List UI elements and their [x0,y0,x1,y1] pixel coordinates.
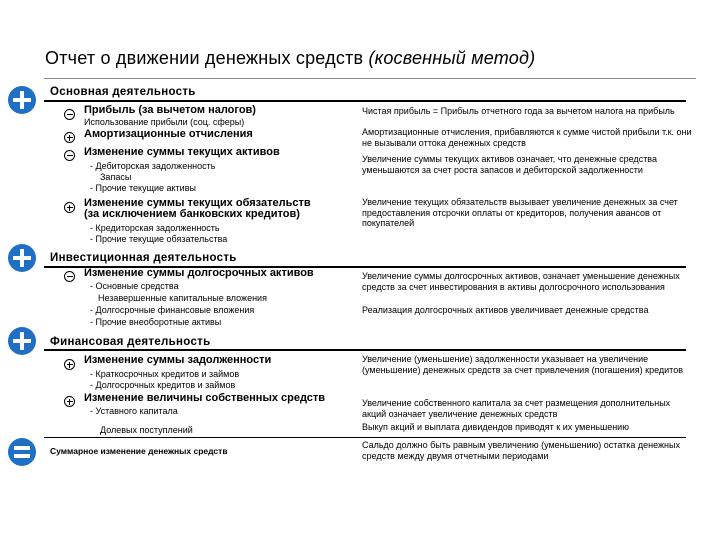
equity-label: Изменение величины собственных средств [84,392,326,404]
investing-heading: Инвестиционная деятельность [50,252,237,264]
debt-label: Изменение суммы задолженности [84,354,272,366]
list-item: - Прочие текущие обязательства [90,234,228,244]
list-item: - Долгосрочных кредитов и займов [90,380,236,390]
minus-circle-icon [64,109,75,120]
list-item: Долевых поступлений [100,425,193,435]
title-divider [44,78,696,79]
debt-desc: Увеличение (уменьшение) задолженности указывает на увеличение (уменьшение) денежных средств за счет привлечения (погашения) кредитов [362,354,683,375]
minus-circle-icon [64,271,75,282]
list-item: - Прочие внеоборотные активы [90,317,222,327]
section-divider [44,100,686,102]
current-liabilities-label-2: (за исключением банковских кредитов) [84,208,300,220]
operating-heading: Основная деятельность [50,86,196,98]
plus-icon [8,244,36,272]
plus-circle-icon [64,359,75,370]
current-assets-label: Изменение суммы текущих активов [84,146,280,158]
list-item: - Краткосрочных кредитов и займов [90,369,240,379]
profit-label: Прибыль (за вычетом налогов) [84,104,256,116]
profit-sub: Использование прибыли (соц. сферы) [84,117,245,127]
title-main: Отчет о движении денежных средств [45,48,364,68]
summary-label: Суммарное изменение денежных средств [50,446,228,456]
current-assets-desc: Увеличение суммы текущих активов означает, что денежные средства уменьшаются за счет роста запасов и дебиторской задолженности [362,154,657,175]
section-divider [44,349,686,351]
plus-icon [8,327,36,355]
list-item: - Дебиторская задолженность [90,161,216,171]
list-item: - Долгосрочные финансовые вложения [90,305,255,315]
noncurrent-label: Изменение суммы долгосрочных активов [84,267,314,279]
amortization-desc: Амортизационные отчисления, прибавляются к сумме чистой прибыли т.к. они не вызывали оттока денежных средств [362,127,692,148]
title-method: (косвенный метод) [368,48,536,68]
noncurrent-desc: Увеличение суммы долгосрочных активов, означает уменьшение денежных средств за счет инвестирования в активы долгосрочного использования [362,271,680,292]
list-item: Незавершенные капитальные вложения [98,293,267,303]
equals-icon [8,438,36,466]
section-divider [44,437,686,438]
page-title [45,48,535,69]
minus-circle-icon [64,150,75,161]
plus-circle-icon [64,132,75,143]
equity-desc: Увеличение собственного капитала за счет размещения дополнительных акций означает увеличение денежных средств [362,398,671,419]
summary-desc: Сальдо должно быть равным увеличению (уменьшению) остатка денежных средств между двумя отчетными периодами [362,440,680,461]
current-liabilities-desc: Увеличение текущих обязательств вызывает увеличение денежных за счет предоставления отсрочки оплаты от кредиторов, получения авансов от покупателей [362,197,678,228]
list-item: - Прочие текущие активы [90,183,196,193]
list-item: - Кредиторская задолженность [90,223,220,233]
list-item: - Уставного капитала [90,406,178,416]
plus-circle-icon [64,202,75,213]
noncurrent-desc-2: Реализация долгосрочных активов увеличивает денежные средства [362,305,649,315]
amortization-label: Амортизационные отчисления [84,128,253,140]
financing-heading: Финансовая деятельность [50,336,211,348]
plus-icon [8,86,36,114]
equity-desc-2: Выкуп акций и выплата дивидендов приводят к их уменьшению [362,422,629,432]
current-liabilities-label: Изменение суммы текущих обязательств [84,197,311,209]
list-item: - Основные средства [90,281,179,291]
profit-desc: Чистая прибыль = Прибыль отчетного года за вычетом налога на прибыль [362,106,675,116]
list-item: Запасы [100,172,132,182]
plus-circle-icon [64,396,75,407]
